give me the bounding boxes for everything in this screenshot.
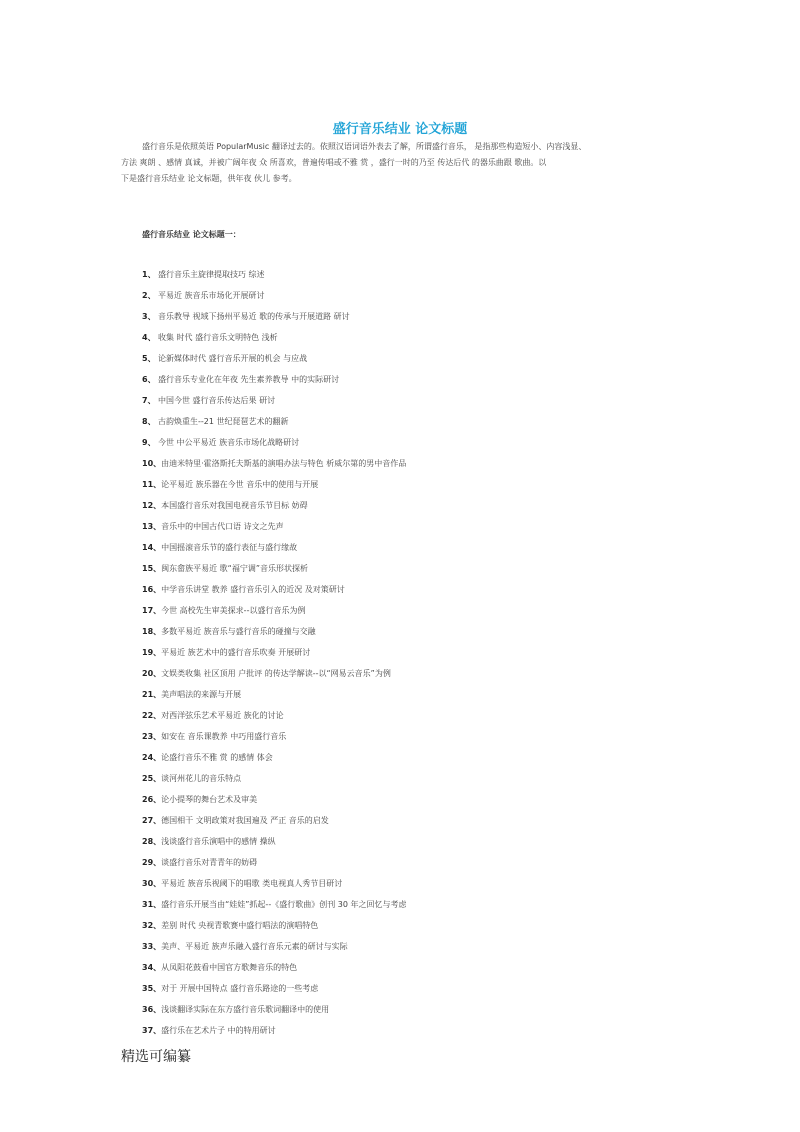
list-item-number: 26、 (142, 795, 162, 804)
list-item (142, 852, 702, 873)
list-item-text: 美声唱法的来源与开展 (161, 690, 242, 699)
list-item (142, 264, 702, 285)
footer-note: 精选可编纂 (121, 1049, 191, 1065)
list-item-text: 平易近 族音乐市场化开展研讨 (158, 291, 265, 300)
intro-line: 方法 爽朗 、感情 真诚，并被广阔年夜 众 所喜欢，普遍传唱或不雅 赏 ，盛行一时的乃至 传达后代 的器乐曲跟 歌曲。以 (121, 158, 547, 167)
list-item-text: 闽东畲族平易近 歌“福宁调”音乐形状探析 (161, 564, 308, 573)
list-item-text: 多数平易近 族音乐与盛行音乐的碰撞与交融 (161, 627, 316, 636)
list-item (142, 978, 702, 999)
list-item-number: 23、 (142, 732, 162, 741)
list-item-text: 今世 中公平易近 族音乐市场化战略研讨 (158, 438, 300, 447)
list-item-text: 浅谈翻译实际在东方盛行音乐歌词翻译中的使用 (161, 1005, 330, 1014)
list-item-text: 中国今世 盛行音乐传达后果 研讨 (158, 396, 276, 405)
list-item-text: 平易近 族艺术中的盛行音乐吹奏 开展研讨 (161, 648, 311, 657)
list-item-number: 37、 (142, 1026, 162, 1035)
document-title: 盛行音乐结业 论文标题 (332, 122, 468, 137)
list-item (142, 747, 702, 768)
list-item-text: 平易近 族音乐视阈下的唱歌 类电视真人秀节目研讨 (161, 879, 343, 888)
list-item (142, 726, 702, 747)
list-item-text: 盛行音乐开展当由“娃娃”抓起--《盛行歌曲》创刊 30 年之回忆与考虑 (161, 900, 407, 909)
list-item-text: 音乐教导 视域下扬州平易近 歌的传承与开展道路 研讨 (158, 312, 350, 321)
list-item-number: 24、 (142, 753, 162, 762)
list-item-text: 今世 高校先生审美探求--以盛行音乐为例 (161, 606, 306, 615)
list-item-number: 19、 (142, 648, 162, 657)
list-item (142, 453, 702, 474)
list-item-text: 美声、平易近 族声乐融入盛行音乐元素的研讨与实际 (161, 942, 348, 951)
list-item-number: 6、 (142, 375, 156, 384)
section-heading: 盛行音乐结业 论文标题一： (142, 230, 241, 239)
list-item-number: 11、 (142, 480, 162, 489)
list-item-text: 论小提琴的舞台艺术及审美 (161, 795, 258, 804)
list-item (142, 642, 702, 663)
list-item-number: 13、 (142, 522, 162, 531)
list-item-number: 2、 (142, 291, 156, 300)
list-item (142, 516, 702, 537)
list-item-text: 浅谈盛行音乐演唱中的感情 操纵 (161, 837, 276, 846)
list-item-text: 论盛行音乐不雅 赏 的感情 体会 (161, 753, 273, 762)
list-item (142, 579, 702, 600)
list-item-text: 谈河州花儿的音乐特点 (161, 774, 242, 783)
list-item-number: 17、 (142, 606, 162, 615)
list-item (142, 558, 702, 579)
list-item (142, 999, 702, 1020)
intro-paragraph (121, 139, 691, 187)
list-item-number: 4、 (142, 333, 156, 342)
list-item-number: 34、 (142, 963, 162, 972)
thesis-title-list (142, 264, 702, 1041)
list-item (142, 369, 702, 390)
list-item-text: 从凤阳花鼓看中国官方歌舞音乐的特色 (161, 963, 298, 972)
list-item-number: 5、 (142, 354, 156, 363)
list-item-number: 7、 (142, 396, 156, 405)
list-item (142, 789, 702, 810)
list-item (142, 306, 702, 327)
list-item (142, 348, 702, 369)
list-item-number: 25、 (142, 774, 162, 783)
list-item (142, 537, 702, 558)
list-item-text: 由迪米特里·霍洛斯托夫斯基的演唱办法与特色 析威尔第的男中音作品 (161, 459, 407, 468)
list-item-number: 20、 (142, 669, 162, 678)
list-item (142, 894, 702, 915)
list-item-number: 30、 (142, 879, 162, 888)
list-item-text: 对于 开展中国特点 盛行音乐路途的一些考虑 (161, 984, 319, 993)
list-item (142, 873, 702, 894)
list-item-number: 8、 (142, 417, 156, 426)
list-item-text: 盛行乐在艺术片子 中的特用研讨 (161, 1026, 276, 1035)
intro-line: 盛行音乐是依照英语 PopularMusic 翻译过去的。依照汉语词语外表去了解，所谓盛行音乐， 是指那些构造短小、内容浅显、 (142, 142, 587, 151)
list-item-number: 21、 (142, 690, 162, 699)
list-item-text: 盛行音乐专业化在年夜 先生素养教导 中的实际研讨 (158, 375, 340, 384)
list-item (142, 705, 702, 726)
list-item (142, 600, 702, 621)
list-item-text: 对西洋弦乐艺术平易近 族化的讨论 (161, 711, 284, 720)
list-item (142, 1020, 702, 1041)
list-item (142, 663, 702, 684)
list-item (142, 768, 702, 789)
list-item-number: 27、 (142, 816, 162, 825)
list-item-number: 18、 (142, 627, 162, 636)
list-item (142, 285, 702, 306)
list-item (142, 957, 702, 978)
list-item-number: 9、 (142, 438, 156, 447)
list-item-text: 差别 时代 央视青歌赛中盛行唱法的演唱特色 (161, 921, 319, 930)
list-item-text: 德国相干 文明政策对我国遍及 严正 音乐的启发 (161, 816, 329, 825)
list-item-number: 14、 (142, 543, 162, 552)
list-item (142, 810, 702, 831)
list-item-number: 22、 (142, 711, 162, 720)
list-item-text: 论新媒体时代 盛行音乐开展的机会 与应战 (158, 354, 308, 363)
list-item (142, 684, 702, 705)
list-item-text: 谈盛行音乐对青青年的妨碍 (161, 858, 258, 867)
list-item-text: 中学音乐讲堂 教养 盛行音乐引入的近况 及对策研讨 (161, 585, 345, 594)
list-item-number: 29、 (142, 858, 162, 867)
list-item (142, 831, 702, 852)
list-item (142, 915, 702, 936)
list-item-number: 12、 (142, 501, 162, 510)
list-item-number: 15、 (142, 564, 162, 573)
list-item (142, 432, 702, 453)
list-item-number: 10、 (142, 459, 162, 468)
list-item-text: 盛行音乐主旋律提取技巧 综述 (158, 270, 265, 279)
list-item (142, 474, 702, 495)
list-item-number: 36、 (142, 1005, 162, 1014)
intro-line: 下是盛行音乐结业 论文标题，供年夜 伙儿 参考。 (121, 174, 297, 183)
list-item-number: 16、 (142, 585, 162, 594)
list-item-number: 33、 (142, 942, 162, 951)
list-item (142, 495, 702, 516)
list-item (142, 936, 702, 957)
list-item-number: 35、 (142, 984, 162, 993)
list-item (142, 327, 702, 348)
list-item-text: 收集 时代 盛行音乐文明特色 浅析 (158, 333, 278, 342)
list-item-number: 28、 (142, 837, 162, 846)
list-item-text: 音乐中的中国古代口语 诗文之先声 (161, 522, 284, 531)
list-item-text: 古韵焕重生--21 世纪琵琶艺术的翻新 (158, 417, 289, 426)
list-item-number: 32、 (142, 921, 162, 930)
list-item-text: 论平易近 族乐器在今世 音乐中的使用与开展 (161, 480, 319, 489)
list-item-number: 1、 (142, 270, 156, 279)
list-item-number: 31、 (142, 900, 162, 909)
list-item-text: 中国摇滚音乐节的盛行表征与盛行缘故 (161, 543, 298, 552)
list-item (142, 390, 702, 411)
list-item (142, 621, 702, 642)
list-item-text: 本国盛行音乐对我国电视音乐节目标 妨碍 (161, 501, 308, 510)
list-item-text: 文娱类收集 社区顶用 户批评 的传达学解读--以“网易云音乐”为例 (161, 669, 391, 678)
list-item-number: 3、 (142, 312, 156, 321)
list-item-text: 如安在 音乐课教养 中巧用盛行音乐 (161, 732, 287, 741)
list-item (142, 411, 702, 432)
